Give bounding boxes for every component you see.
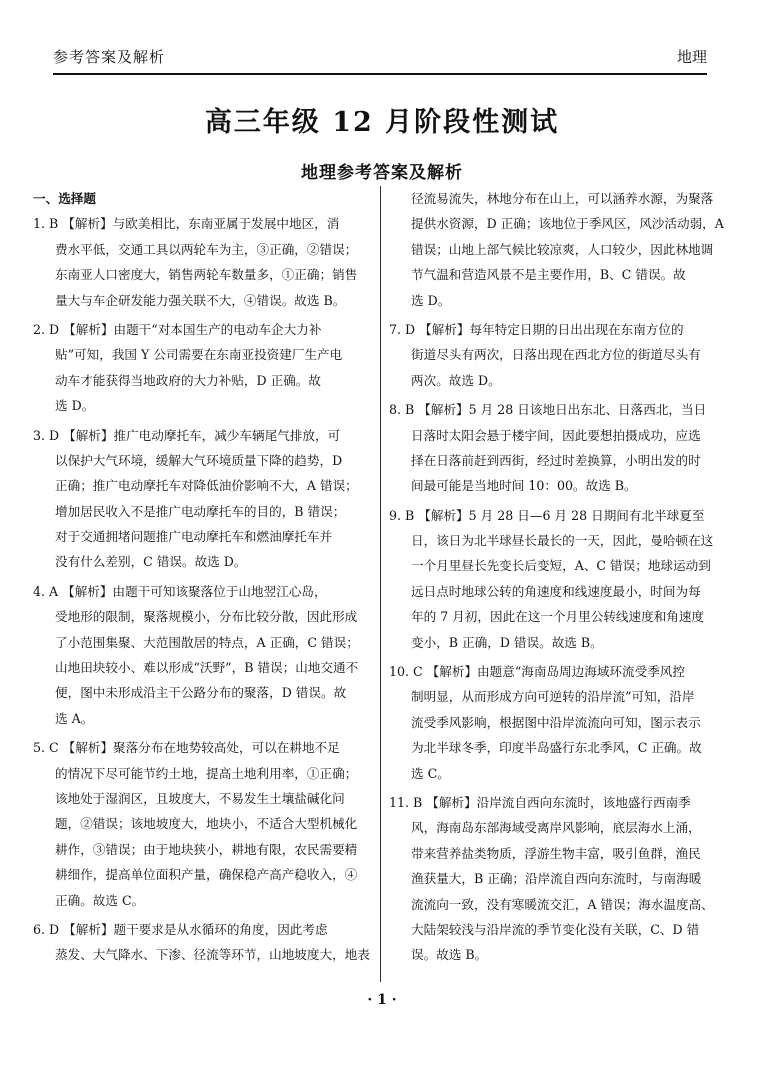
answer-line: 为北半球冬季，印度半岛盛行东北季风，C 正确。故: [411, 740, 702, 756]
answer-line: 误。故选 B。: [411, 947, 488, 963]
answer-item: [33, 917, 373, 968]
answer-line: 贴”可知，我国 Y 公司需要在东南亚投资建厂生产电: [55, 347, 343, 363]
right-answer-list: [389, 186, 724, 968]
answer-item: [389, 790, 713, 968]
answer-line: 制明显，从而形成方向可逆转的沿岸流”可知，沿岸: [411, 689, 695, 705]
answer-line: 动车才能获得当地政府的大力补贴，D 正确。故: [55, 372, 321, 388]
answer-line: 两次。故选 D。: [411, 372, 501, 388]
answer-line: 选 C。: [411, 765, 450, 781]
answer-line: 错误；山地上部气候比较凉爽，人口较少，因此林地调: [411, 241, 714, 257]
answer-line: 4. A 【解析】由题干可知该聚落位于山地翌江心岛，: [33, 583, 327, 599]
answer-line: 径流易流失，林地分布在山上，可以涵养水源，为聚落: [411, 191, 714, 206]
answer-line: 11. B 【解析】沿岸流自西向东流时，该地盛行西南季: [389, 794, 691, 810]
answer-line: 街道尽头有两次，日落出现在西北方位的街道尽头有: [411, 347, 701, 363]
answer-line: 择在日落前赶到西街，经过时差换算，小明出发的时: [411, 452, 701, 468]
page-header: [53, 46, 707, 72]
answer-line: 选 A。: [55, 710, 94, 726]
answer-line: 对于交通拥堵问题推广电动摩托车和燃油摩托车并: [55, 529, 333, 545]
answer-line: 山地田块较小、难以形成“沃野”，B 错误；山地交通不: [55, 660, 359, 676]
answer-item: [389, 659, 713, 786]
answer-line: 风，海南岛东部海域受离岸风影响，底层海水上涌，: [411, 820, 701, 836]
answer-line: 渔获量大，B 正确；沿岸流自西向东流时，与南海暖: [411, 871, 702, 887]
answer-line: 间最可能是当地时间 10：00。故选 B。: [411, 478, 637, 494]
page-title: 高三年级 12 月阶段性测试: [204, 107, 560, 138]
answer-line: 年的 7 月初，因此在这一个月里公转线速度和角速度: [411, 609, 705, 625]
left-answer-list: [33, 211, 373, 967]
answer-item: [389, 186, 724, 313]
answer-line: 题，②错误；该地坡度大，地块小，不适合大型机械化: [55, 816, 358, 832]
header-subject: 地理: [676, 48, 707, 66]
answer-line: 增加居民收入不是推广电动摩托车的目的，B 错误；: [55, 503, 346, 519]
answer-line: 的情况下尽可能节约土地，提高土地利用率，①正确；: [55, 765, 358, 781]
answer-line: 以保护大气环境，缓解大气环境质量下降的趋势，D: [55, 452, 343, 468]
answer-line: 没有什么差别，C 错误。故选 D。: [55, 554, 247, 570]
answer-item: [33, 211, 373, 313]
page-subtitle: 地理参考答案及解析: [301, 163, 463, 183]
answer-line: 选 D。: [55, 398, 95, 414]
answer-line: 正确。故选 C。: [55, 892, 145, 908]
answer-line: 3. D 【解析】推广电动摩托车，减少车辆尾气排放，可: [33, 427, 341, 443]
answer-line: 受地形的限制，聚落规模小，分布比较分散，因此形成: [55, 609, 358, 625]
left-column: [33, 186, 373, 972]
answer-line: 远日点时地球公转的角速度和线速度最小，时间为每: [411, 583, 701, 599]
answer-line: 日落时太阳会悬于楼宇间，因此要想拍摄成功，应选: [411, 427, 701, 443]
answer-item: [389, 317, 713, 393]
answer-item: [33, 735, 373, 913]
answer-line: 东南亚人口密度大，销售两轮车数量多，①正确；销售: [55, 267, 358, 283]
answer-line: 6. D 【解析】题干要求是从水循环的角度，因此考虑: [33, 921, 328, 937]
right-column: [389, 186, 724, 972]
answer-line: 10. C 【解析】由题意“海南岛周边海域环流受季风控: [389, 664, 685, 680]
page-number: · 1 ·: [367, 992, 397, 1008]
answer-line: 日，该日为北半球昼长最长的一天，因此，曼哈顿在这: [411, 533, 714, 549]
answer-line: 大陆架较浅与沿岸流的季节变化没有关联，C、D 错: [411, 921, 700, 937]
answer-line: 一个月里昼长先变长后变短，A、C 错误；地球运动到: [411, 558, 711, 574]
answer-item: [389, 397, 713, 499]
answer-line: 正确；推广电动摩托车对降低油价影响不大，A 错误；: [55, 478, 358, 494]
answer-line: 量大与车企研发能力强关联不大，④错误。故选 B。: [55, 292, 346, 308]
answer-line: 1. B 【解析】与欧美相比，东南亚属于发展中地区，消: [33, 216, 340, 232]
answer-line: 7. D 【解析】每年特定日期的日出出现在东南方位的: [389, 321, 684, 337]
answer-item: [33, 317, 373, 419]
header-rule: [53, 73, 707, 75]
answer-line: 变小，B 正确，D 错误。故选 B。: [411, 634, 603, 650]
answer-line: 流受季风影响，根据图中沿岸流流向可知，图示表示: [411, 714, 701, 730]
answer-item: [33, 423, 373, 575]
answer-line: 该地处于湿润区，且坡度大，不易发生土壤盐碱化问: [55, 790, 345, 806]
answer-line: 8. B 【解析】5 月 28 日该地日出东北、日落西北，当日: [389, 402, 707, 418]
answer-line: 耕细作，提高单位面积产量，确保稳产高产稳收入，④: [55, 867, 358, 883]
answer-line: 耕作，③错误；由于地块狭小，耕地有限，农民需要精: [55, 841, 358, 857]
answer-line: 2. D 【解析】由题干“对本国生产的电动车企大力补: [33, 321, 322, 337]
column-divider: [380, 186, 381, 982]
answer-line: 节气温和营造风景不是主要作用，B、C 错误。故: [411, 267, 686, 283]
section-heading: 一、选择题: [33, 191, 96, 206]
answer-line: 流流向一致，没有寒暖流交汇，A 错误；海水温度高、: [411, 896, 714, 912]
answer-line: 提供水资源，D 正确；该地位于季风区，风沙活动弱，A: [411, 216, 724, 232]
answer-line: 了小范围集聚、大范围散居的特点，A 正确，C 错误；: [55, 634, 359, 650]
answer-item: [33, 579, 373, 731]
answer-line: 便，图中未形成沿主干公路分布的聚落，D 错误。故: [55, 685, 347, 701]
answer-line: 5. C 【解析】聚落分布在地势较高处，可以在耕地不足: [33, 740, 340, 756]
answer-line: 选 D。: [411, 292, 451, 308]
answer-line: 带来营养盐类物质，浮游生物丰富，吸引鱼群，渔民: [411, 845, 701, 861]
answer-line: 9. B 【解析】5 月 28 日—6 月 28 日期间有北半球夏至: [389, 507, 705, 523]
answer-item: [389, 503, 713, 655]
header-doc-type: 参考答案及解析: [53, 48, 166, 66]
answer-line: 费水平低，交通工具以两轮车为主，③正确，②错误；: [55, 241, 358, 257]
answer-line: 蒸发、大气降水、下渗、径流等环节，山地坡度大，地表: [55, 947, 370, 963]
